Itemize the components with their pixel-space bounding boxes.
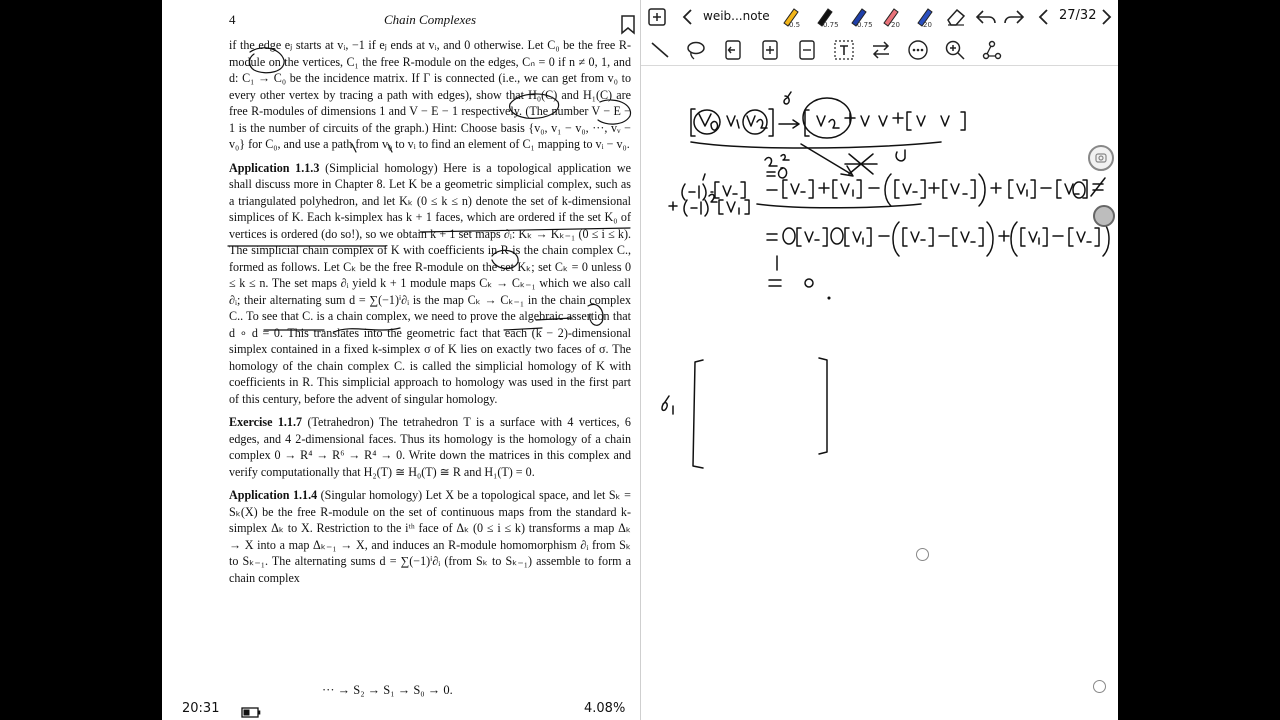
handwriting-canvas[interactable] (641, 66, 1118, 720)
paragraph-lead: Application 1.1.3 (229, 160, 320, 175)
floating-action-button[interactable] (1093, 205, 1115, 227)
more-icon[interactable] (905, 37, 931, 63)
remove-page-icon[interactable] (794, 37, 820, 63)
chain-complex-sequence: ··· → S₂ → S₁ → S₀ → 0. (322, 683, 453, 697)
grid-icon[interactable] (644, 4, 670, 30)
status-time: 20:31 (182, 701, 220, 716)
battery-icon (241, 703, 261, 714)
pen-size-label: 20 (923, 21, 932, 29)
screenshot-icon[interactable] (1088, 145, 1114, 171)
canvas-marker[interactable] (1093, 680, 1106, 693)
eraser-icon[interactable] (943, 4, 969, 30)
back-chevron-icon[interactable] (675, 4, 701, 30)
paragraph-lead: Application 1.1.4 (229, 488, 318, 502)
pdf-page-number: 4 (229, 12, 236, 27)
note-toolbar-top (641, 0, 1118, 34)
pdf-viewer[interactable] (162, 0, 640, 720)
page-counter: 27/32 (1059, 8, 1097, 23)
paragraph-exercise-1-1-7: Exercise 1.1.7 (Tetrahedron) The tetrahedron T is a surface with 4 vertices, 6 edges, and 4 2-dimensional faces. Thus its homology is the homology of a chain complex 0 → R⁴ → R⁶ → R⁴ → 0. Write down the matrices in this complex and verify computationally that H₂(T) ≅ H₀(T) ≅ R and H₁(T) = 0. (229, 415, 631, 479)
pdf-page-header (162, 10, 640, 30)
zoom-icon[interactable] (942, 37, 968, 63)
share-icon[interactable] (979, 37, 1005, 63)
note-title[interactable]: weib...note (703, 9, 770, 23)
pen-size-label: 0.75 (823, 21, 839, 29)
insert-page-icon[interactable] (720, 37, 746, 63)
text-tool-icon[interactable] (831, 37, 857, 63)
paragraph-application-1-1-4: Application 1.1.4 (Singular homology) Let X be a topological space, and let Sₖ = Sₖ(X) be the free R-module on the set of continuous maps from the standard k-simplex Δₖ to X. Restriction to the iᵗʰ face of Δₖ (0 ≤ i ≤ k) transforms a map Δₖ → X into a map Δₖ₋₁ → X, and induces an R-module homomorphism ∂ᵢ from Sₖ to Sₖ₋₁. The alternating sums d = ∑(−1)ⁱ∂ᵢ (from Sₖ to Sₖ₋₁) assemble to form a chain complex (229, 488, 631, 585)
pen-size-label: 20 (891, 21, 900, 29)
pdf-body-text (229, 37, 631, 593)
note-editor[interactable] (640, 0, 1118, 720)
swap-icon[interactable] (868, 37, 894, 63)
add-page-icon[interactable] (757, 37, 783, 63)
lasso-icon[interactable] (683, 37, 709, 63)
status-bar (162, 698, 640, 720)
pen-size-label: 0.5 (789, 21, 801, 29)
pdf-running-title: Chain Complexes (384, 12, 477, 27)
note-toolbar-tools (641, 34, 1118, 66)
pen-size-label: 0.75 (857, 21, 873, 29)
prev-page-icon[interactable] (1031, 4, 1057, 30)
paragraph-exercise-continued: if the edge eⱼ starts at vᵢ, −1 if eⱼ ends at vᵢ, and 0 otherwise. Let C₀ be the free R-module on the vertices, C₁ the free R-module on the edges, Cₙ = 0 if n ≠ 0, 1, and d: C₁ → C₀ be the incidence matrix. If Γ is connected (i.e., we can get from v₀ to every other vertex by tracing a path with edges), show that H₀(C) and H₁(C) are free R-modules of dimensions 1 and V − E − 1 respectively. (The number V − E − 1 is the number of circuits of the graph.) Hint: Choose basis {v₀, v₁ − v₀, ···, vᵥ − v₀} for C₀, and use a path from v₀ to vᵢ to find an element of C₁ mapping to vᵢ − v₀. (229, 38, 631, 151)
paragraph-lead: Exercise 1.1.7 (229, 415, 303, 429)
line-tool-icon[interactable] (647, 37, 673, 63)
paragraph-application-1-1-3: Application 1.1.3 (Simplicial homology) Here is a topological application we shall discuss more in Chapter 8. Let K be a geometric simplicial complex, such as a triangulated polyhedron, and let Kₖ (0 ≤ k ≤ n) denote the set of k-dimensional simplices of K. Each k-simplex has k + 1 faces, which are ordered if the set K₀ of vertices is ordered (do so!), so we obtain k + 1 set maps ∂ᵢ: Kₖ → Kₖ₋₁ (0 ≤ i ≤ k). The simplicial chain complex of K with coefficients in R is the chain complex C., formed as follows. Let Cₖ be the free R-module on the set Kₖ; set Cₖ = 0 unless 0 ≤ k ≤ n. The set maps ∂ᵢ yield k + 1 module maps Cₖ → Cₖ₋₁ which we also call ∂ᵢ; their alternating sum d = ∑(−1)ⁱ∂ᵢ is the map Cₖ → Cₖ₋₁ in the chain complex C.. To see that C. is a chain complex, we need to prove the algebraic assertion that d ∘ d = 0. This translates into the geometric fact that each (k − 2)-dimensional simplex contained in a fixed k-simplex σ of K lies on exactly two faces of σ. The homology of the chain complex C. is called the simplicial homology of K with coefficients in R. This simplicial approach to homology was used in the first part of this century, before the advent of singular homology. (229, 160, 631, 406)
redo-icon[interactable] (1001, 4, 1027, 30)
canvas-marker[interactable] (916, 548, 929, 561)
next-page-icon[interactable] (1093, 4, 1118, 30)
undo-icon[interactable] (973, 4, 999, 30)
bookmark-icon[interactable] (620, 15, 636, 35)
reading-progress: 4.08% (584, 701, 626, 716)
